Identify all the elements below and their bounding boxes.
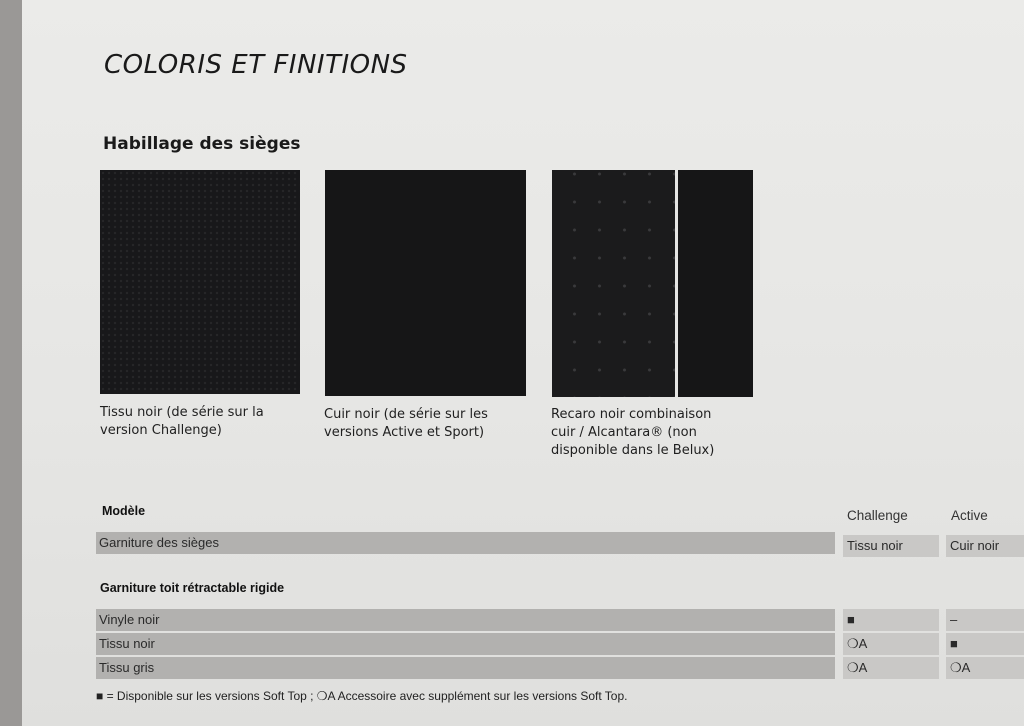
- table-row-label: Tissu gris: [96, 657, 835, 679]
- column-header-active: Active: [951, 508, 988, 523]
- caption-line: disponible dans le Belux): [551, 443, 715, 458]
- page-title: COLORIS ET FINITIONS: [104, 50, 408, 80]
- swatch-alcantara-part: [552, 170, 675, 397]
- roof-heading: Garniture toit rétractable rigide: [100, 581, 285, 595]
- seat-cell-challenge: Tissu noir: [843, 535, 939, 557]
- caption-line: Cuir noir (de série sur les: [324, 407, 488, 422]
- section-heading: Habillage des sièges: [103, 134, 301, 154]
- table-row-label: Tissu noir: [96, 633, 835, 655]
- swatch-caption: [324, 406, 488, 442]
- caption-line: version Challenge): [100, 423, 222, 438]
- swatch-cuir-noir: [325, 170, 526, 396]
- swatch-tissu-noir: [100, 170, 300, 394]
- table-cell: –: [946, 609, 1024, 631]
- caption-line: versions Active et Sport): [324, 425, 485, 440]
- table-cell: ❍A: [843, 633, 939, 655]
- legend-footnote: ■ = Disponible sur les versions Soft Top ; ❍A Accessoire avec supplément sur les versions Soft Top.: [96, 689, 628, 703]
- table-cell: ■: [946, 633, 1024, 655]
- swatch-recaro-noir: [552, 170, 753, 397]
- table-cell: ❍A: [946, 657, 1024, 679]
- swatch-leather-part: [678, 170, 753, 397]
- caption-line: cuir / Alcantara® (non: [551, 425, 697, 440]
- table-row-label: Vinyle noir: [96, 609, 835, 631]
- column-header-challenge: Challenge: [847, 508, 908, 523]
- caption-line: Tissu noir (de série sur la: [100, 405, 264, 420]
- table-cell: ■: [843, 609, 939, 631]
- seat-row-label: Garniture des sièges: [96, 532, 835, 554]
- seat-cell-active: Cuir noir: [946, 535, 1024, 557]
- swatch-caption: [551, 406, 714, 460]
- table-cell: ❍A: [843, 657, 939, 679]
- swatch-caption: [100, 404, 264, 440]
- caption-line: Recaro noir combinaison: [551, 407, 712, 422]
- model-label: Modèle: [102, 504, 146, 518]
